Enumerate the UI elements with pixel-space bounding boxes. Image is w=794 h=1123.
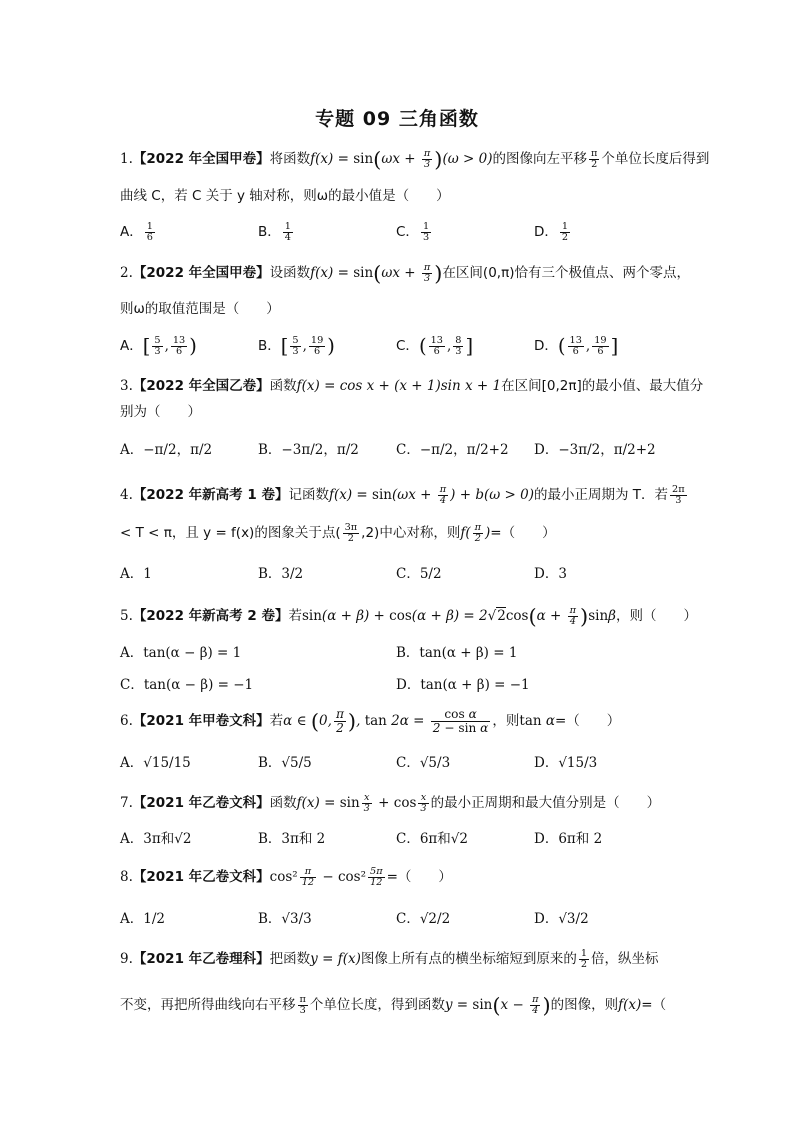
option-b[interactable]: B．√5/5 <box>258 755 312 771</box>
option-c[interactable]: C．tan(α − β) = −1 <box>120 677 254 693</box>
option-a[interactable]: A．[ $\frac{5}{3}$ , $\frac{13}{6}$ ) <box>120 334 197 358</box>
question-1-line-2: 曲线 C，若 C 关于 y 轴对称，则ω的最小值是（ ） <box>120 188 450 204</box>
question-3-line-1: 3.【2022 年全国乙卷】函数f(x) = cos x + (x + 1)sin x + 1在区间[0,2π]的最小值、最大值分 <box>120 378 704 394</box>
question-2-line-1: 2.【2022 年全国甲卷】设函数f(x) = sin(ωx + $\frac{\pi}{3}$ )在区间(0,π)恰有三个极值点、两个零点， <box>120 261 690 286</box>
option-a[interactable]: A．1/2 <box>120 911 165 927</box>
question-1-line-1: 1.【2022 年全国甲卷】将函数f(x) = sin(ωx + $\frac{\pi}{3}$ )(ω > 0)的图像向左平移 $\frac{\pi}{2}$ 个单位长度后得到 <box>120 147 710 172</box>
question-9-line-1: 9.【2021 年乙卷理科】把函数y = f(x)图像上所有点的横坐标缩短到原来的 $\frac{1}{2}$ 倍，纵坐标 <box>120 947 659 970</box>
option-a[interactable]: A．3π和√2 <box>120 831 192 847</box>
option-d[interactable]: D．tan(α + β) = −1 <box>396 677 530 693</box>
option-c[interactable]: C．√2/2 <box>396 911 451 927</box>
option-a[interactable]: A．1 <box>120 566 152 582</box>
question-source: 【2022 年全国甲卷】 <box>132 151 270 167</box>
question-3-line-2: 别为（ ） <box>120 404 201 420</box>
question-4-line-2: < T < π，且 y = f(x)的图象关于点( $\frac{3\pi}{2}$ ,2)中心对称，则f( $\frac{\pi}{2}$ )=（ ） <box>120 521 556 544</box>
option-d[interactable]: D．3 <box>534 566 567 582</box>
option-d[interactable]: D．( $\frac{13}{6}$ , $\frac{19}{6}$ ] <box>534 334 619 358</box>
math-expression: f(x) = sin(ωx + $\frac{\pi}{3}$ )(ω > 0) <box>310 147 493 172</box>
option-a[interactable]: A．−π/2，π/2 <box>120 442 213 458</box>
question-9-line-2: 不变，再把所得曲线向右平移 $\frac{\pi}{3}$ 个单位长度，得到函数y = sin(x − $\frac{\pi}{4}$ )的图像，则f(x)=（ <box>120 993 667 1018</box>
option-b[interactable]: B．[ $\frac{5}{3}$ , $\frac{19}{6}$ ) <box>258 334 335 358</box>
question-5-line-1: 5.【2022 年新高考 2 卷】若sin(α + β) + cos(α + β) = 2√2cos(α + $\frac{\pi}{4}$ )sinβ，则（ ） <box>120 604 697 629</box>
question-2-line-2: 则ω的取值范围是（ ） <box>120 301 280 317</box>
question-6-line-1: 6.【2021 年甲卷文科】若α ∈ (0, $\frac{\pi}{2}$ ), tan 2α = $\frac{\text{cos α}}{\text{2 − sin α}}$ ，则tan α=（ ） <box>120 707 621 735</box>
option-a[interactable]: A． $\frac{1}{6}$ <box>120 220 153 243</box>
option-b[interactable]: B．3/2 <box>258 566 304 582</box>
option-c[interactable]: C．−π/2，π/2+2 <box>396 442 509 458</box>
option-c[interactable]: C．( $\frac{13}{6}$ , $\frac{8}{3}$ ] <box>396 334 474 358</box>
option-d[interactable]: D．√15/3 <box>534 755 598 771</box>
option-c[interactable]: C． $\frac{1}{3}$ <box>396 220 430 243</box>
question-number: 1. <box>120 151 133 167</box>
question-4-line-1: 4.【2022 年新高考 1 卷】记函数f(x) = sin(ωx + $\frac{\pi}{4}$ ) + b(ω > 0)的最小正周期为 T．若 $\frac{2\pi}{3}$ <box>120 483 685 506</box>
page-title: 专题 09 三角函数 <box>315 108 479 130</box>
option-d[interactable]: D． $\frac{1}{2}$ <box>534 220 569 243</box>
option-d[interactable]: D．6π和 2 <box>534 831 603 847</box>
option-d[interactable]: D．√3/2 <box>534 911 589 927</box>
option-a[interactable]: A．tan(α − β) = 1 <box>120 645 242 661</box>
option-b[interactable]: B．3π和 2 <box>258 831 326 847</box>
option-b[interactable]: B．−3π/2，π/2 <box>258 442 359 458</box>
option-a[interactable]: A．√15/15 <box>120 755 191 771</box>
option-c[interactable]: C．5/2 <box>396 566 442 582</box>
option-c[interactable]: C．√5/3 <box>396 755 451 771</box>
option-b[interactable]: B．tan(α + β) = 1 <box>396 645 518 661</box>
option-b[interactable]: B．√3/3 <box>258 911 312 927</box>
option-c[interactable]: C．6π和√2 <box>396 831 468 847</box>
question-7-line-1: 7.【2021 年乙卷文科】函数f(x) = sin $\frac{x}{3}$ + cos $\frac{x}{3}$ 的最小正周期和最大值分别是（ ） <box>120 791 661 814</box>
question-8-line-1: 8.【2021 年乙卷文科】cos² $\frac{\pi}{12}$ − cos² $\frac{5\pi}{12}$ =（ ） <box>120 865 452 888</box>
option-b[interactable]: B． $\frac{1}{4}$ <box>258 220 291 243</box>
option-d[interactable]: D．−3π/2，π/2+2 <box>534 442 656 458</box>
